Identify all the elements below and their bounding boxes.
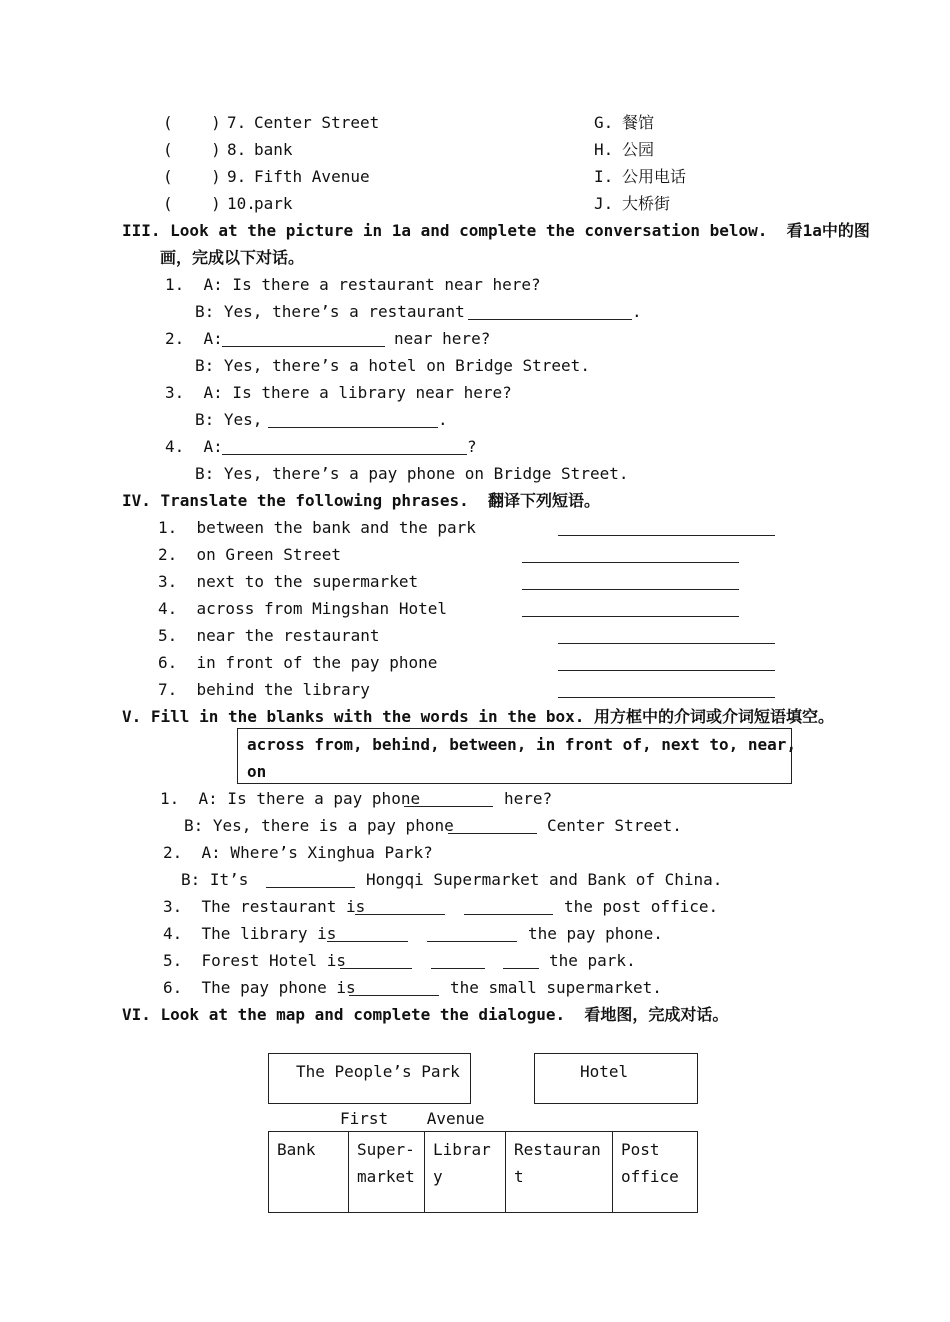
fill-line: the park. [549, 951, 636, 970]
option-letter: H. [594, 140, 614, 159]
map-bank [268, 1131, 349, 1213]
option-chinese: 公园 [622, 140, 655, 159]
section-6-title: VI. Look at the map and complete the dialogue. 看地图，完成对话。 [122, 1005, 729, 1024]
dialogue-line: 1. A: Is there a restaurant near here? [165, 275, 541, 294]
word-box-line: across from, behind, between, in front of, next to, near, [247, 735, 797, 754]
map-cell-label: Super- market [357, 1140, 415, 1186]
answer-paren: ( ) [163, 194, 221, 213]
map-cell-label: Bank [277, 1140, 316, 1159]
fill-line: 3. The restaurant is [163, 897, 366, 916]
answer-blank[interactable] [222, 454, 467, 455]
fill-line: Hongqi Supermarket and Bank of China. [366, 870, 723, 889]
section-4-title: IV. Translate the following phrases. 翻译下列短语。 [122, 491, 601, 510]
section-3-title-cont: 画，完成以下对话。 [160, 248, 305, 267]
option-letter: J. [594, 194, 614, 213]
phrase-item: 5. near the restaurant [158, 626, 380, 645]
answer-paren: ( ) [163, 113, 221, 132]
fill-blank[interactable] [431, 968, 485, 969]
fill-blank[interactable] [503, 968, 539, 969]
map-hotel-label: Hotel [580, 1062, 629, 1081]
fill-blank[interactable] [340, 968, 412, 969]
question-mark: ? [467, 437, 477, 456]
dialogue-line: 4. A: [165, 437, 223, 456]
item-number: 10. [227, 194, 256, 213]
item-number: 7. [227, 113, 247, 132]
fill-blank[interactable] [427, 941, 517, 942]
map-cell-label: Librar y [433, 1140, 491, 1186]
fill-blank[interactable] [448, 833, 537, 834]
answer-blank[interactable] [468, 319, 632, 320]
dialogue-line: B: Yes, there’s a pay phone on Bridge Street. [195, 464, 629, 483]
section-3-title: III. Look at the picture in 1a and complete the conversation below. 看1a中的图 [122, 221, 870, 240]
dialogue-line: B: Yes, there’s a hotel on Bridge Street. [195, 356, 590, 375]
item-number: 9. [227, 167, 247, 186]
period: . [632, 302, 642, 321]
fill-blank[interactable] [266, 887, 355, 888]
dialogue-line: near here? [394, 329, 491, 348]
fill-line: the pay phone. [528, 924, 663, 943]
answer-paren: ( ) [163, 140, 221, 159]
translation-blank[interactable] [558, 535, 775, 536]
translation-blank[interactable] [558, 697, 775, 698]
map-supermarket [348, 1131, 425, 1213]
fill-line: 1. A: Is there a pay phone [160, 789, 421, 808]
fill-blank[interactable] [464, 914, 553, 915]
phrase-item: 7. behind the library [158, 680, 370, 699]
translation-blank[interactable] [522, 589, 739, 590]
fill-line: the post office. [564, 897, 719, 916]
map-park-label: The People’s Park [296, 1062, 460, 1081]
fill-blank[interactable] [327, 941, 408, 942]
dialogue-line: 3. A: Is there a library near here? [165, 383, 512, 402]
phrase-item: 2. on Green Street [158, 545, 342, 564]
fill-blank[interactable] [355, 914, 445, 915]
item-number: 8. [227, 140, 247, 159]
map-post-office [612, 1131, 698, 1213]
translation-blank[interactable] [558, 670, 775, 671]
answer-blank[interactable] [222, 346, 385, 347]
option-chinese: 餐馆 [622, 113, 655, 132]
fill-line: Center Street. [547, 816, 682, 835]
fill-line: 6. The pay phone is [163, 978, 356, 997]
option-chinese: 公用电话 [622, 167, 687, 186]
fill-line: B: It’s [181, 870, 249, 889]
fill-blank[interactable] [349, 995, 439, 996]
item-english: Fifth Avenue [254, 167, 370, 186]
translation-blank[interactable] [522, 562, 739, 563]
translation-blank[interactable] [558, 643, 775, 644]
fill-line: 2. A: Where’s Xinghua Park? [163, 843, 433, 862]
map-cell-label: Post office [621, 1140, 679, 1186]
phrase-item: 1. between the bank and the park [158, 518, 476, 537]
map-library [424, 1131, 506, 1213]
section-5-title: V. Fill in the blanks with the words in the box. 用方框中的介词或介词短语填空。 [122, 707, 835, 726]
phrase-item: 3. next to the supermarket [158, 572, 419, 591]
map-restaurant [505, 1131, 613, 1213]
dialogue-line: B: Yes, there’s a restaurant [195, 302, 465, 321]
period: . [438, 410, 448, 429]
option-letter: G. [594, 113, 614, 132]
map-park [268, 1053, 471, 1104]
fill-blank[interactable] [404, 806, 493, 807]
answer-paren: ( ) [163, 167, 221, 186]
fill-line: here? [504, 789, 553, 808]
phrase-item: 4. across from Mingshan Hotel [158, 599, 447, 618]
option-letter: I. [594, 167, 614, 186]
option-chinese: 大桥街 [622, 194, 671, 213]
map-street-label: First Avenue [340, 1109, 485, 1128]
dialogue-line: B: Yes, [195, 410, 263, 429]
item-english: bank [254, 140, 293, 159]
dialogue-line: 2. A: [165, 329, 223, 348]
map-hotel [534, 1053, 698, 1104]
fill-line: the small supermarket. [450, 978, 662, 997]
fill-line: 5. Forest Hotel is [163, 951, 347, 970]
item-english: park [254, 194, 293, 213]
fill-line: B: Yes, there is a pay phone [184, 816, 454, 835]
fill-line: 4. The library is [163, 924, 337, 943]
map-cell-label: Restauran t [514, 1140, 601, 1186]
phrase-item: 6. in front of the pay phone [158, 653, 438, 672]
word-box-line: on [247, 762, 267, 781]
item-english: Center Street [254, 113, 380, 132]
translation-blank[interactable] [522, 616, 739, 617]
answer-blank[interactable] [268, 427, 438, 428]
